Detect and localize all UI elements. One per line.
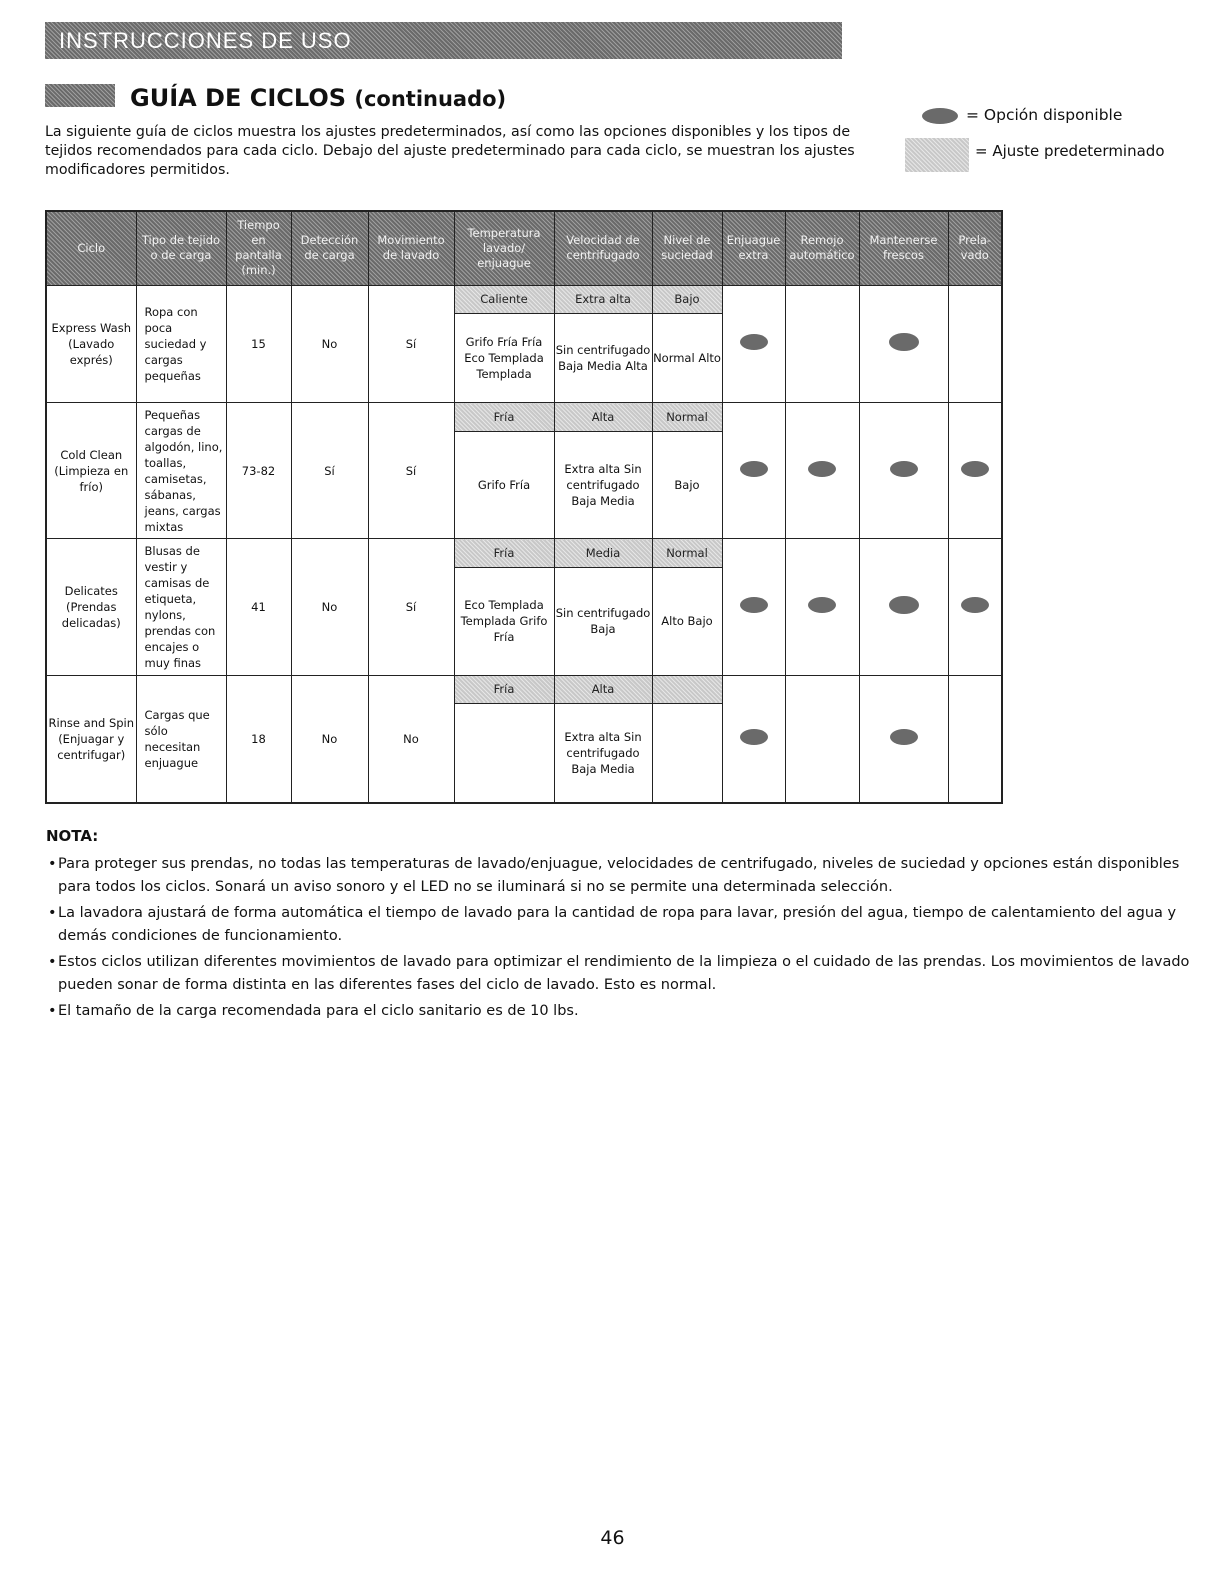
load-type: Cargas que sólo necesitan enjuague (136, 675, 226, 803)
page-number: 46 (600, 1527, 625, 1549)
soil-options: Alto Bajo (652, 567, 722, 675)
temp-options: Eco Templada Templada Grifo Fría (454, 567, 554, 675)
note-title: NOTA: (46, 827, 99, 845)
stay-fresh-cell (859, 675, 948, 803)
wash-motion: Sí (368, 539, 454, 675)
header-enjuague: Enjuague extra (722, 211, 785, 285)
option-available-icon (808, 461, 836, 477)
temp-options: Grifo Fría Fría Eco Templada Templada (454, 313, 554, 402)
page-title (130, 84, 506, 112)
option-available-icon (808, 597, 836, 613)
banner-title: INSTRUCCIONES DE USO (59, 28, 352, 53)
soil-options (652, 703, 722, 803)
auto-soak-cell (785, 539, 859, 675)
extra-rinse-cell (722, 285, 785, 403)
header-ciclo: Ciclo (46, 211, 136, 285)
temp-options (454, 703, 554, 803)
default-setting-swatch-icon (905, 138, 969, 172)
note-list (46, 853, 1196, 1026)
note-item: • Para proteger sus prendas, no todas las temperaturas de lavado/enjuague, velocidades de centrifugado, niveles de suciedad y opciones están disponibles para todos los ciclos. Sonará un aviso sonoro y el LED no se iluminará si no se permite una determinada selección. (46, 853, 1196, 899)
prewash-cell (948, 675, 1002, 803)
wash-motion: Sí (368, 403, 454, 539)
prewash-cell (948, 403, 1002, 539)
prewash-cell (948, 539, 1002, 675)
header-tejido: Tipo de tejido o de carga (136, 211, 226, 285)
spin-options: Sin centrifugado Baja (554, 567, 652, 675)
temp-default: Fría (454, 403, 554, 431)
table-row (46, 285, 1002, 313)
wash-motion: Sí (368, 285, 454, 403)
auto-soak-cell (785, 403, 859, 539)
header-prelavado: Prela-vado (948, 211, 1002, 285)
temp-default: Fría (454, 675, 554, 703)
header-remojo: Remojo automático (785, 211, 859, 285)
header-movimiento: Movimiento de lavado (368, 211, 454, 285)
option-available-icon (922, 108, 958, 124)
stay-fresh-cell (859, 403, 948, 539)
temp-default: Caliente (454, 285, 554, 313)
auto-soak-cell (785, 285, 859, 403)
note-item: • La lavadora ajustará de forma automática el tiempo de lavado para la cantidad de ropa para lavar, presión del agua, tiempo de calentamiento del agua y demás condiciones de funcionamiento. (46, 902, 1196, 948)
cycle-guide-table (45, 210, 1003, 804)
cycle-name: Delicates (Prendas delicadas) (46, 539, 136, 675)
soil-options: Normal Alto (652, 313, 722, 402)
extra-rinse-cell (722, 539, 785, 675)
intro-paragraph: La siguiente guía de ciclos muestra los ajustes predeterminados, así como las opciones disponibles y los tipos de tejidos recomendados para cada ciclo. Debajo del ajuste predeterminado para cada ciclo, se muestran los ajustes modificadores permitidos. (45, 124, 855, 178)
table-header-row (46, 211, 1002, 285)
load-type: Ropa con poca suciedad y cargas pequeñas (136, 285, 226, 403)
load-type: Pequeñas cargas de algodón, lino, toallas, camisetas, sábanas, jeans, cargas mixtas (136, 403, 226, 539)
soil-default: Bajo (652, 285, 722, 313)
header-nivel: Nivel de suciedad (652, 211, 722, 285)
load-detection: Sí (291, 403, 368, 539)
load-detection: No (291, 285, 368, 403)
legend-default-label: = Ajuste predeterminado (975, 142, 1165, 160)
cycle-name: Rinse and Spin (Enjuagar y centrifugar) (46, 675, 136, 803)
option-available-icon (740, 334, 768, 350)
display-time: 18 (226, 675, 291, 803)
page-title-main: GUÍA DE CICLOS (130, 84, 346, 112)
option-available-icon (890, 461, 918, 477)
spin-default: Alta (554, 675, 652, 703)
header-deteccion: Detección de carga (291, 211, 368, 285)
temp-default: Fría (454, 539, 554, 567)
header-tiempo: Tiempo en pantalla (min.) (226, 211, 291, 285)
option-available-icon (740, 461, 768, 477)
option-available-icon (961, 597, 989, 613)
legend-option-label: = Opción disponible (966, 106, 1123, 124)
load-detection: No (291, 539, 368, 675)
cycle-name: Express Wash (Lavado exprés) (46, 285, 136, 403)
note-item: • Estos ciclos utilizan diferentes movimientos de lavado para optimizar el rendimiento de la limpieza o el cuidado de las prendas. Los movimientos de lavado pueden sonar de forma distinta en las diferentes fases del ciclo de lavado. Esto es normal. (46, 951, 1196, 997)
note-item: • El tamaño de la carga recomendada para el ciclo sanitario es de 10 lbs. (46, 1000, 1196, 1023)
soil-default (652, 675, 722, 703)
extra-rinse-cell (722, 675, 785, 803)
display-time: 73-82 (226, 403, 291, 539)
option-available-icon (961, 461, 989, 477)
temp-options: Grifo Fría (454, 431, 554, 539)
option-available-icon (889, 333, 919, 351)
header-velocidad: Velocidad de centrifugado (554, 211, 652, 285)
page-title-sub: (continuado) (354, 87, 507, 111)
soil-default: Normal (652, 539, 722, 567)
spin-default: Media (554, 539, 652, 567)
stay-fresh-cell (859, 285, 948, 403)
section-banner (45, 22, 842, 59)
table-row (46, 539, 1002, 567)
auto-soak-cell (785, 675, 859, 803)
option-available-icon (740, 729, 768, 745)
spin-options: Extra alta Sin centrifugado Baja Media (554, 703, 652, 803)
cycle-name: Cold Clean (Limpieza en frío) (46, 403, 136, 539)
section-marker-block (45, 84, 115, 107)
spin-default: Extra alta (554, 285, 652, 313)
load-detection: No (291, 675, 368, 803)
soil-default: Normal (652, 403, 722, 431)
spin-options: Sin centrifugado Baja Media Alta (554, 313, 652, 402)
table-row (46, 403, 1002, 431)
option-available-icon (890, 729, 918, 745)
display-time: 15 (226, 285, 291, 403)
table-row (46, 675, 1002, 703)
load-type: Blusas de vestir y camisas de etiqueta, nylons, prendas con encajes o muy finas (136, 539, 226, 675)
stay-fresh-cell (859, 539, 948, 675)
wash-motion: No (368, 675, 454, 803)
option-available-icon (740, 597, 768, 613)
display-time: 41 (226, 539, 291, 675)
header-temperatura: Temperatura lavado/ enjuague (454, 211, 554, 285)
spin-default: Alta (554, 403, 652, 431)
option-available-icon (889, 596, 919, 614)
header-frescos: Mantenerse frescos (859, 211, 948, 285)
prewash-cell (948, 285, 1002, 403)
extra-rinse-cell (722, 403, 785, 539)
soil-options: Bajo (652, 431, 722, 539)
spin-options: Extra alta Sin centrifugado Baja Media (554, 431, 652, 539)
